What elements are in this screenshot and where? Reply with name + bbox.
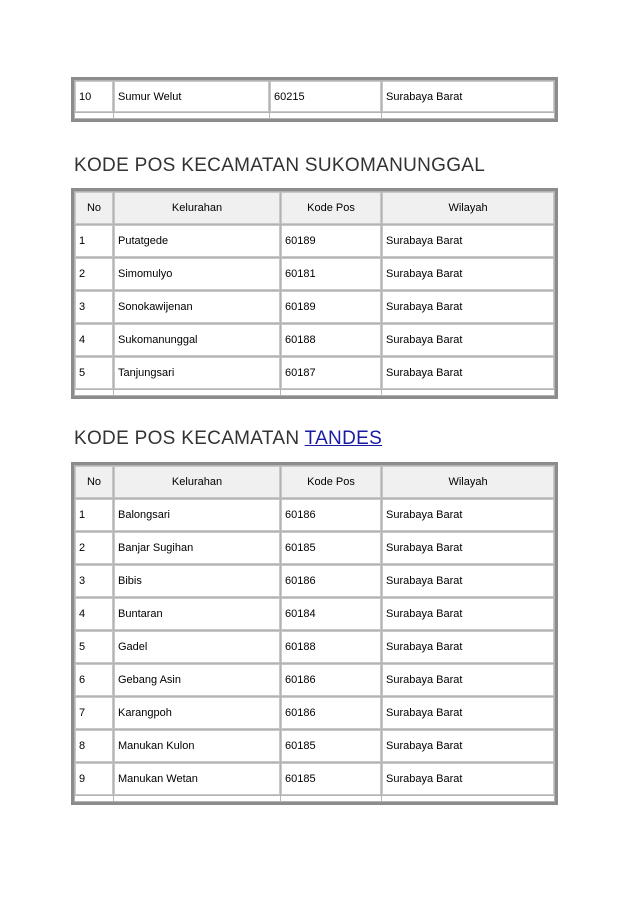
table-row bbox=[75, 664, 554, 696]
cell-no: 7 bbox=[75, 697, 113, 729]
tandes-grid bbox=[74, 465, 555, 802]
cell-no: 9 bbox=[75, 763, 113, 795]
padding-cell bbox=[114, 113, 269, 118]
cell-no: 5 bbox=[75, 357, 113, 389]
padding-cell bbox=[281, 390, 381, 395]
cell-kode-pos: 60184 bbox=[281, 598, 381, 630]
table-row bbox=[75, 631, 554, 663]
cell-kode-pos: 60186 bbox=[281, 697, 381, 729]
padding-cell bbox=[75, 796, 113, 801]
cell-kode-pos: 60188 bbox=[281, 631, 381, 663]
table-row bbox=[75, 763, 554, 795]
cell-kode-pos: 60186 bbox=[281, 499, 381, 531]
cell-wilayah: Surabaya Barat bbox=[382, 324, 554, 356]
cell-kode-pos: 60186 bbox=[281, 664, 381, 696]
header-wilayah: Wilayah bbox=[382, 466, 554, 498]
cell-no: 2 bbox=[75, 532, 113, 564]
cell-wilayah: Surabaya Barat bbox=[382, 631, 554, 663]
cell-kelurahan: Putatgede bbox=[114, 225, 280, 257]
cell-no: 5 bbox=[75, 631, 113, 663]
cell-wilayah: Surabaya Barat bbox=[382, 565, 554, 597]
header-no: No bbox=[75, 192, 113, 224]
cell-kode-pos: 60186 bbox=[281, 565, 381, 597]
cell-kelurahan: Gebang Asin bbox=[114, 664, 280, 696]
cell-kelurahan: Gadel bbox=[114, 631, 280, 663]
cell-wilayah: Surabaya Barat bbox=[382, 81, 554, 112]
cell-wilayah: Surabaya Barat bbox=[382, 357, 554, 389]
header-kelurahan: Kelurahan bbox=[114, 192, 280, 224]
cell-wilayah: Surabaya Barat bbox=[382, 763, 554, 795]
cell-kode-pos: 60215 bbox=[270, 81, 381, 112]
cell-no: 3 bbox=[75, 291, 113, 323]
cell-kode-pos: 60181 bbox=[281, 258, 381, 290]
table-row bbox=[75, 532, 554, 564]
header-kode-pos: Kode Pos bbox=[281, 192, 381, 224]
cell-kode-pos: 60189 bbox=[281, 291, 381, 323]
cell-kode-pos: 60188 bbox=[281, 324, 381, 356]
cell-kelurahan: Balongsari bbox=[114, 499, 280, 531]
cell-no: 4 bbox=[75, 324, 113, 356]
cell-wilayah: Surabaya Barat bbox=[382, 664, 554, 696]
header-no: No bbox=[75, 466, 113, 498]
header-wilayah: Wilayah bbox=[382, 192, 554, 224]
table-row bbox=[75, 81, 554, 112]
padding-cell bbox=[270, 113, 381, 118]
table-row bbox=[75, 324, 554, 356]
cell-wilayah: Surabaya Barat bbox=[382, 258, 554, 290]
table-row bbox=[75, 730, 554, 762]
padding-cell bbox=[114, 796, 280, 801]
padding-cell bbox=[281, 796, 381, 801]
cell-kelurahan: Karangpoh bbox=[114, 697, 280, 729]
cell-no: 6 bbox=[75, 664, 113, 696]
section1-title: KODE POS KECAMATAN SUKOMANUNGGAL bbox=[74, 155, 486, 176]
tandes-link[interactable]: TANDES bbox=[304, 428, 383, 449]
table-row bbox=[75, 357, 554, 389]
cell-wilayah: Surabaya Barat bbox=[382, 532, 554, 564]
padding-cell bbox=[114, 390, 280, 395]
cell-kelurahan: Sukomanunggal bbox=[114, 324, 280, 356]
table-row bbox=[75, 565, 554, 597]
cell-kelurahan: Manukan Kulon bbox=[114, 730, 280, 762]
padding-cell bbox=[382, 113, 554, 118]
cell-kelurahan: Sumur Welut bbox=[114, 81, 269, 112]
padding-cell bbox=[75, 390, 113, 395]
header-kelurahan: Kelurahan bbox=[114, 466, 280, 498]
cell-wilayah: Surabaya Barat bbox=[382, 730, 554, 762]
table-header-row bbox=[75, 466, 554, 498]
cell-kode-pos: 60185 bbox=[281, 730, 381, 762]
cell-wilayah: Surabaya Barat bbox=[382, 499, 554, 531]
cell-no: 1 bbox=[75, 225, 113, 257]
cell-no: 1 bbox=[75, 499, 113, 531]
header-kode-pos: Kode Pos bbox=[281, 466, 381, 498]
section2-title bbox=[74, 428, 382, 450]
cell-no: 3 bbox=[75, 565, 113, 597]
table-row bbox=[75, 258, 554, 290]
cell-kode-pos: 60185 bbox=[281, 763, 381, 795]
padding-cell bbox=[382, 390, 554, 395]
table-row bbox=[75, 499, 554, 531]
cell-kelurahan: Buntaran bbox=[114, 598, 280, 630]
cell-wilayah: Surabaya Barat bbox=[382, 225, 554, 257]
sukomanunggal-table bbox=[71, 188, 558, 399]
sukomanunggal-grid bbox=[74, 191, 555, 396]
cell-kode-pos: 60187 bbox=[281, 357, 381, 389]
table-row bbox=[75, 697, 554, 729]
cell-kelurahan: Tanjungsari bbox=[114, 357, 280, 389]
cell-kelurahan: Manukan Wetan bbox=[114, 763, 280, 795]
table-bottom-padding bbox=[75, 796, 554, 801]
cell-no: 8 bbox=[75, 730, 113, 762]
cell-no: 2 bbox=[75, 258, 113, 290]
table-bottom-padding bbox=[75, 113, 554, 118]
cell-wilayah: Surabaya Barat bbox=[382, 598, 554, 630]
tandes-table bbox=[71, 462, 558, 805]
cell-kode-pos: 60189 bbox=[281, 225, 381, 257]
cell-kelurahan: Bibis bbox=[114, 565, 280, 597]
cell-kode-pos: 60185 bbox=[281, 532, 381, 564]
tandes-prev-table bbox=[71, 77, 558, 122]
cell-kelurahan: Sonokawijenan bbox=[114, 291, 280, 323]
padding-cell bbox=[382, 796, 554, 801]
cell-no: 4 bbox=[75, 598, 113, 630]
padding-cell bbox=[75, 113, 113, 118]
cell-wilayah: Surabaya Barat bbox=[382, 291, 554, 323]
cell-no: 10 bbox=[75, 81, 113, 112]
cell-kelurahan: Simomulyo bbox=[114, 258, 280, 290]
prev-table-grid bbox=[74, 80, 555, 119]
table-header-row bbox=[75, 192, 554, 224]
table-row bbox=[75, 598, 554, 630]
table-row bbox=[75, 291, 554, 323]
table-row bbox=[75, 225, 554, 257]
section2-title-prefix: KODE POS KECAMATAN bbox=[74, 428, 305, 449]
cell-kelurahan: Banjar Sugihan bbox=[114, 532, 280, 564]
table-bottom-padding bbox=[75, 390, 554, 395]
cell-wilayah: Surabaya Barat bbox=[382, 697, 554, 729]
